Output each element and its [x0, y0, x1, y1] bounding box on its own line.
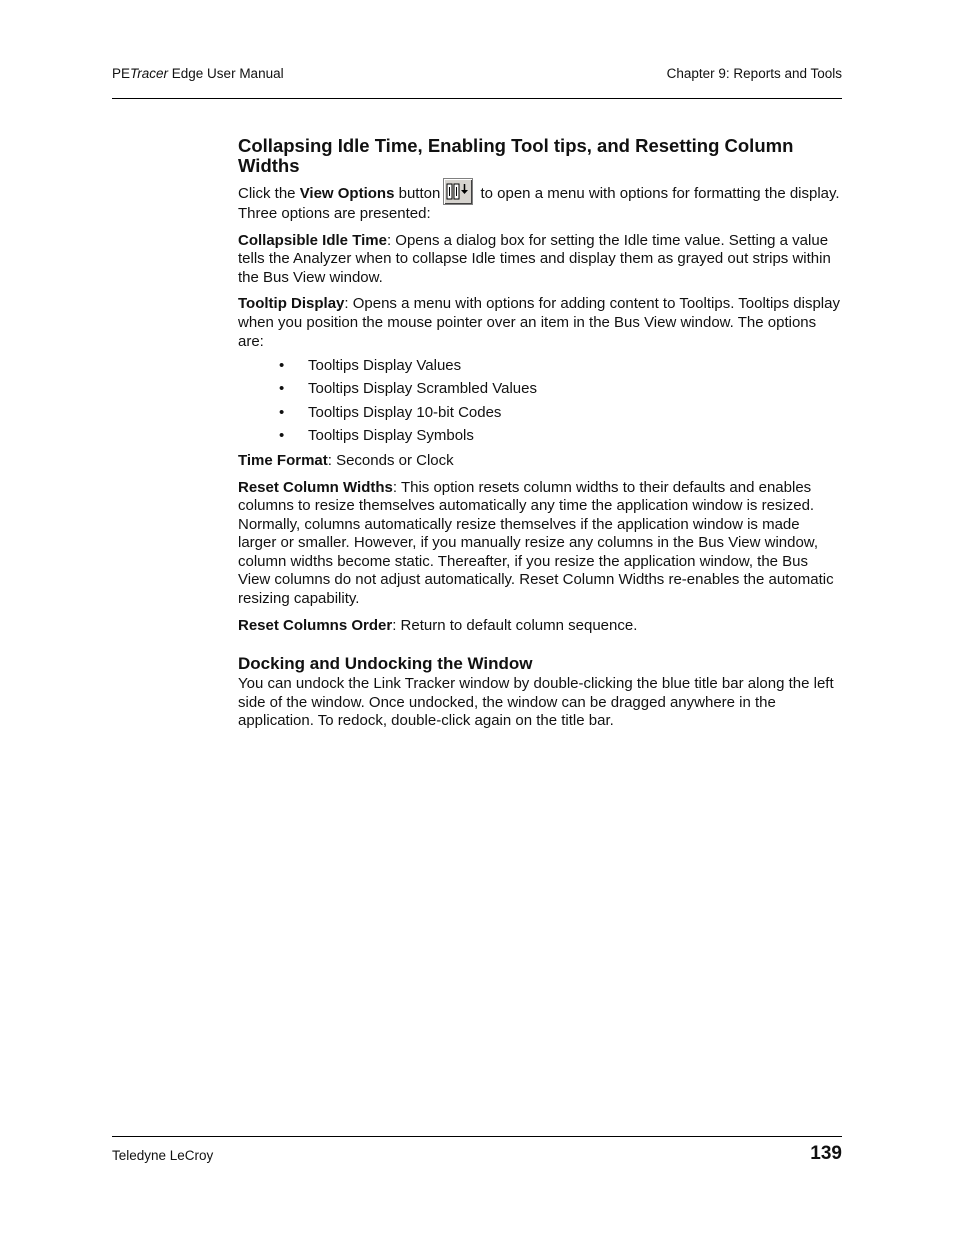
tooltip-display-label: Tooltip Display: [238, 295, 345, 313]
list-item-text: Tooltips Display Scrambled Values: [308, 380, 537, 398]
chapter-title: Chapter 9: Reports and Tools: [666, 66, 842, 81]
company-name: Teledyne LeCroy: [112, 1148, 214, 1163]
reset-order-text: : Return to default column sequence.: [392, 616, 638, 634]
footer-rule: [112, 1136, 842, 1137]
reset-widths-text: : This option resets column widths to their defaults and enables columns to resize themselves automatically any time the application window is resized. Normally, columns automatically resize themselves if the application window is made larger or smaller. However, if you manually resize any columns in the Bus View window, column widths become static. Thereafter, if you resize the application window, the Bus View columns do not adjust automatically. Reset Column Widths re-enables the automatic resizing capability.: [238, 478, 834, 608]
intro-paragraph: [238, 178, 842, 224]
view-options-term: View Options: [299, 185, 395, 202]
bullet-dot: •: [279, 426, 285, 444]
time-format-label: Time Format: [238, 451, 328, 469]
reset-order-paragraph: [238, 617, 842, 636]
intro-text-1: Click the: [238, 185, 300, 202]
product-prefix: PE: [112, 66, 131, 81]
list-item: [238, 380, 842, 403]
product-italic: Tracer: [130, 66, 169, 81]
intro-text-2: button: [394, 185, 441, 202]
list-item-text: Tooltips Display Values: [308, 357, 462, 375]
list-item: [238, 427, 842, 450]
reset-widths-label: Reset Column Widths: [238, 478, 393, 496]
bullet-dot: •: [279, 380, 285, 398]
time-format-text: : Seconds or Clock: [327, 451, 454, 469]
collapsible-idle-paragraph: [238, 232, 842, 288]
reset-order-label: Reset Columns Order: [238, 616, 393, 634]
collapsible-idle-text: : Opens a dialog box for setting the Idle time value. Setting a value tells the Analyzer when to collapse Idle times and display them as grayed out strips within the Bus View window.: [238, 231, 831, 286]
tooltip-display-paragraph: [238, 295, 842, 351]
running-header: [112, 66, 842, 86]
view-options-icon[interactable]: [443, 178, 473, 205]
list-item: [238, 357, 842, 380]
collapsible-idle-label: Collapsible Idle Time: [238, 231, 387, 249]
section-heading-collapsing: Collapsing Idle Time, Enabling Tool tips, and Resetting Column Widths: [238, 135, 794, 176]
bullet-dot: •: [279, 403, 285, 421]
time-format-paragraph: [238, 452, 842, 471]
list-item-text: Tooltips Display Symbols: [308, 426, 474, 444]
running-footer: [112, 1143, 842, 1173]
header-rule: [112, 98, 842, 99]
tooltip-display-text: : Opens a menu with options for adding content to Tooltips. Tooltips display when you position the mouse pointer over an item in the Bus View window. The options are:: [238, 295, 840, 350]
view-options-glyph: [446, 182, 470, 202]
bullet-dot: •: [279, 357, 285, 375]
reset-widths-paragraph: [238, 479, 842, 609]
docking-section: [238, 654, 842, 731]
list-item-text: Tooltips Display 10-bit Codes: [308, 403, 502, 421]
intro-text-3: to open a menu with options for formatting the display. Three options are presented:: [238, 185, 840, 222]
section-heading-docking: Docking and Undocking the Window: [238, 654, 533, 674]
list-item: [238, 404, 842, 427]
page-content: [238, 136, 842, 731]
tooltip-options-list: [238, 357, 842, 450]
docking-paragraph: You can undock the Link Tracker window by double-clicking the blue title bar along the left side of the window. Once undocked, the window can be dragged anywhere in the application. To redock, double-click again on the title bar.: [238, 675, 834, 730]
page-number: 139: [810, 1143, 842, 1164]
manual-suffix: Edge User Manual: [168, 66, 284, 81]
manual-title: [112, 66, 284, 81]
